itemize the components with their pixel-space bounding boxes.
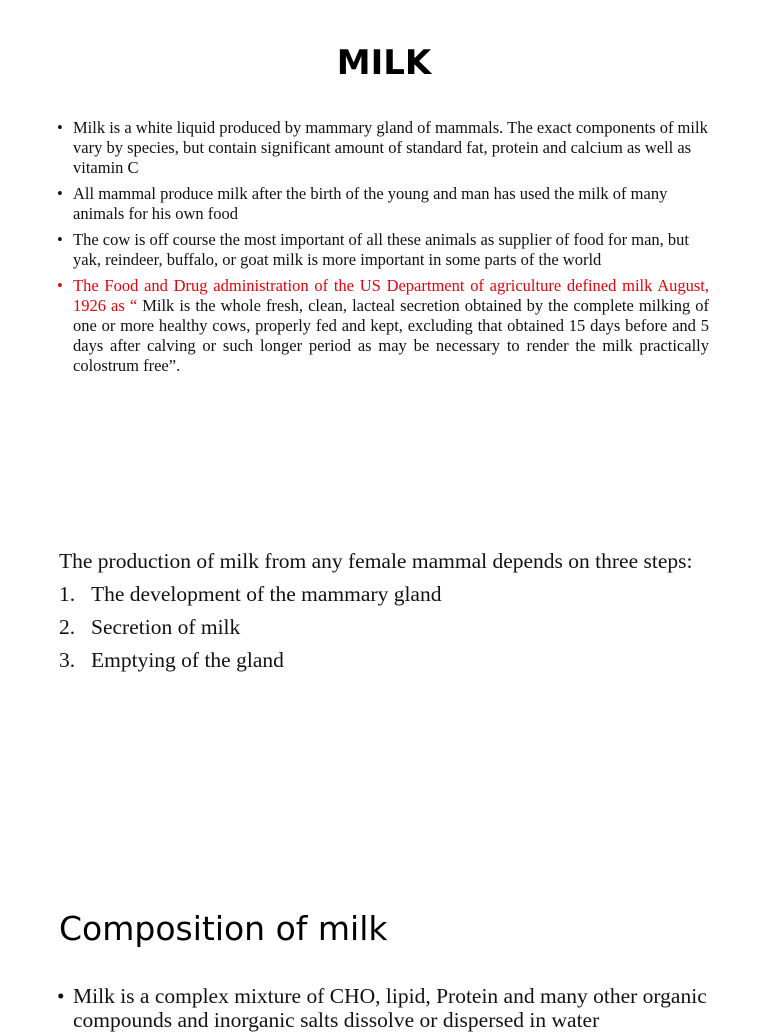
definition-highlight: The Food and Drug administration of the US Department of agriculture defined milk August, 1926 as “ [73,276,709,315]
definition-text: Milk is the whole fresh, clean, lacteal secretion obtained by the complete milking of one or more healthy cows, properly fed and kept, excluding that obtained 15 days before and 5 days after calving or such longer period as may be necessary to render the milk practically colostrum free”. [73,296,709,375]
composition-heading: Composition of milk [59,909,388,948]
page-title: MILK [336,43,432,83]
production-section [59,549,699,681]
step-item [59,615,699,640]
composition-list [57,984,709,1032]
step-text: The development of the mammary gland [91,582,442,606]
bullet-icon: • [57,984,65,1008]
list-item [57,184,709,224]
production-intro: The production of milk from any female mammal depends on three steps: [59,549,693,573]
list-item-text: All mammal produce milk after the birth of the young and man has used the milk of many animals for his own food [73,184,668,223]
step-number: 1. [59,582,76,606]
step-text: Emptying of the gland [91,648,284,672]
list-item [57,230,709,270]
list-item-text: Milk is a complex mixture of CHO, lipid, Protein and many other organic compounds and inorganic salts dissolve or dispersed in water [73,984,707,1032]
step-number: 3. [59,648,76,672]
step-item [59,648,699,673]
list-item-text: The cow is off course the most important of all these animals as supplier of food for man, but yak, reindeer, buffalo, or goat milk is more important in some parts of the world [73,230,690,269]
bullet-icon: • [57,230,63,249]
step-item [59,582,699,607]
bullet-icon: • [57,118,63,137]
list-item [57,984,709,1032]
production-steps-list [59,582,699,673]
step-text: Secretion of milk [91,615,241,639]
list-item-text: Milk is a white liquid produced by mammary gland of mammals. The exact components of milk vary by species, but contain significant amount of standard fat, protein and calcium as well as vitamin C [73,118,708,177]
list-item [57,118,709,178]
bullet-icon: • [57,184,63,203]
milk-facts-list [57,118,709,382]
step-number: 2. [59,615,76,639]
bullet-icon: • [57,276,63,295]
definition-item [57,276,709,376]
